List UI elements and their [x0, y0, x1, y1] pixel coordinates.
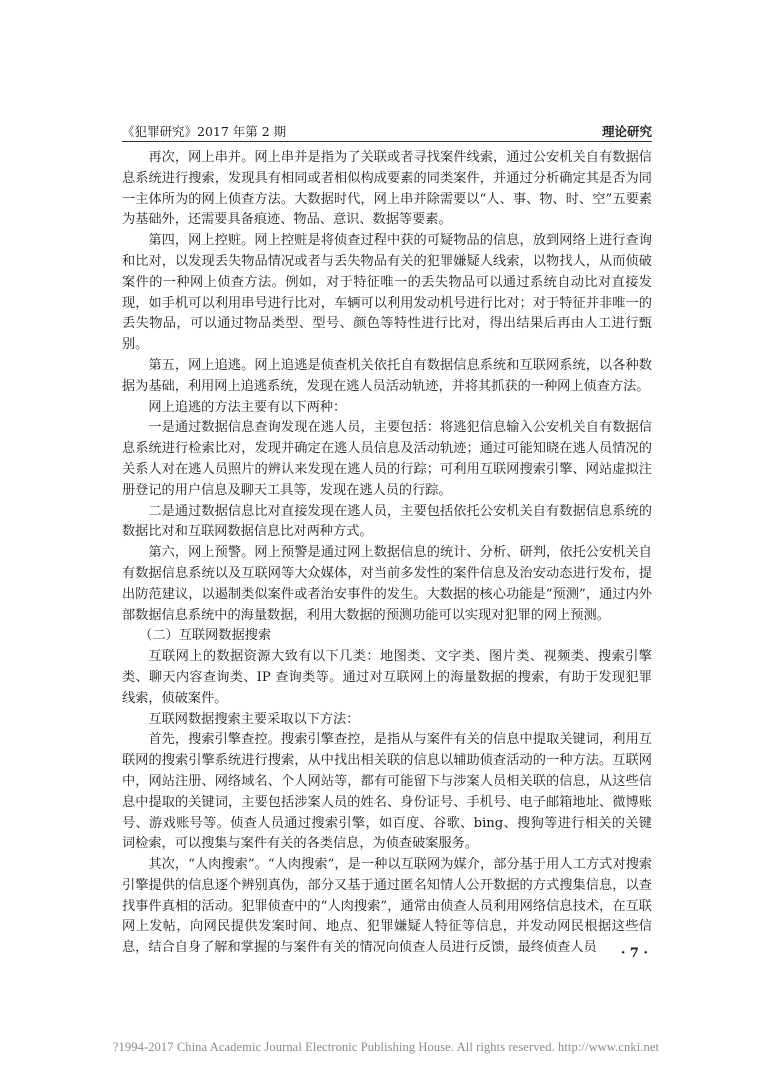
- paragraph: 互联网上的数据资源大致有以下几类：地图类、文字类、图片类、视频类、搜索引擎类、聊天内容查询类、IP 查询类等。通过对互联网上的海量数据的搜索，有助于发现犯罪线索，侦破案件。: [122, 649, 652, 706]
- copyright-footer: ?1994-2017 China Academic Journal Electronic Publishing House. All rights reserved. http://www.cnki.net: [112, 1040, 660, 1054]
- paragraph: 其次，“人肉搜索”。“人肉搜索”，是一种以互联网为媒介，部分基于用人工方式对搜索引擎提供的信息逐个辨别真伪，部分又基于通过匿名知情人公开数据的方式搜集信息，以查找事件真相的活动。犯罪侦查中的“人肉搜索”，通常由侦查人员利用网络信息技术，在互联网上发帖，向网民提供发案时间、地点、犯罪嫌疑人特征等信息，并发动网民根据这些信息，结合自身了解和掌握的与案件有关的情况向侦查人员进行反馈，最终侦查人员: [122, 857, 652, 956]
- paragraph: 互联网数据搜索主要采取以下方法：: [148, 711, 360, 727]
- paragraph: 第四，网上控赃。网上控赃是将侦查过程中获的可疑物品的信息，放到网络上进行查询和比对，以发现丢失物品情况或者与丢失物品有关的犯罪嫌疑人线索，以物找人，从而侦破案件的一种网上侦查方法。例如，对于特征唯一的丢失物品可以通过系统自动比对直接发现，如手机可以利用串号进行比对，车辆可以利用发动机号进行比对；对于特征并非唯一的丢失物品，可以通过物品类型、型号、颜色等特性进行比对，得出结果后再由人工进行甄别。: [122, 233, 652, 353]
- section-title: 理论研究: [601, 124, 652, 139]
- journal-title: 《犯罪研究》2017 年第 2 期: [122, 124, 287, 139]
- paragraph: 网上追逃的方法主要有以下两种：: [148, 399, 347, 415]
- header-divider: [122, 141, 652, 142]
- paragraph: 二是通过数据信息比对直接发现在逃人员，主要包括依托公安机关自有数据信息系统的数据比对和互联网数据信息比对两种方式。: [122, 503, 652, 540]
- paragraph: 再次，网上串并。网上串并是指为了关联或者寻找案件线索，通过公安机关自有数据信息系统进行搜索，发现具有相同或者相似构成要素的同类案件，并通过分析确定其是否为同一主体所为的网上侦查方法。大数据时代，网上串并除需要以“人、事、物、时、空”五要素为基础外，还需要具备痕迹、物品、意识、数据等要素。: [122, 150, 652, 228]
- paragraph: 首先，搜索引擎查控。搜索引擎查控，是指从与案件有关的信息中提取关键词，利用互联网的搜索引擎系统进行搜索，从中找出相关联的信息以辅助侦查活动的一种方法。互联网中，网站注册、网络域名、个人网站等，都有可能留下与涉案人员相关联的信息，从这些信息中提取的关键词，主要包括涉案人员的姓名、身份证号、手机号、电子邮箱地址、微博账号、游戏账号等。侦查人员通过搜索引擎，如百度、谷歌、bing、搜狗等进行相关的关键词检索，可以搜集与案件有关的各类信息，为侦查破案服务。: [122, 732, 652, 852]
- section-heading: （二）互联网数据搜索: [139, 628, 272, 644]
- paragraph: 一是通过数据信息查询发现在逃人员，主要包括：将逃犯信息输入公安机关自有数据信息系统进行检索比对，发现并确定在逃人员信息及活动轨迹；通过可能知晓在逃人员情况的关系人对在逃人员照片的辨认来发现在逃人员的行踪；可利用互联网搜索引擎、网站虚拟注册登记的用户信息及聊天工具等，发现在逃人员的行踪。: [122, 420, 652, 498]
- article-body: [122, 148, 652, 959]
- page-number: · 7 ·: [620, 946, 648, 961]
- paragraph: 第六，网上预警。网上预警是通过网上数据信息的统计、分析、研判，依托公安机关自有数据信息系统以及互联网等大众媒体，对当前多发性的案件信息及治安动态进行发布，提出防范建议，以遏制类似案件或者治安事件的发生。大数据的核心功能是“预测”，通过内外部数据信息系统中的海量数据，利用大数据的预测功能可以实现对犯罪的网上预测。: [122, 545, 652, 623]
- paragraph: 第五，网上追逃。网上追逃是侦查机关依托自有数据信息系统和互联网系统，以各种数据为基础，利用网上追逃系统，发现在逃人员活动轨迹，并将其抓获的一种网上侦查方法。: [122, 357, 652, 394]
- running-header: [122, 122, 652, 142]
